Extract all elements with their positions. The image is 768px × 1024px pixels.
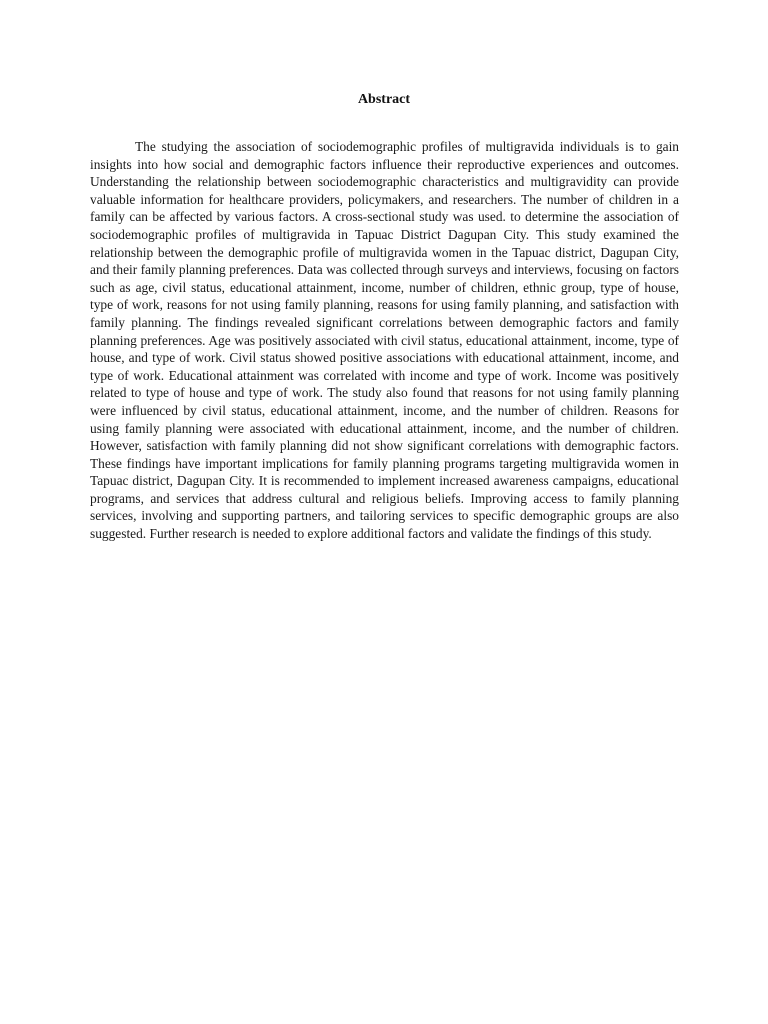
abstract-heading: Abstract — [357, 92, 411, 107]
abstract-paragraph: The studying the association of sociodemographic profiles of multigravida individuals is to gain insights into how social and demographic factors influence their reproductive experiences and outcomes. Understanding the relationship between sociodemographic characteristics and multigravidity can provide valuable information for healthcare providers, policymakers, and researchers. The number of children in a family can be affected by various factors. A cross-sectional study was used. to determine the association of sociodemographic profiles of multigravida in Tapuac District Dagupan City. This study examined the relationship between the demographic profile of multigravida women in the Tapuac district, Dagupan City, and their family planning preferences. Data was collected through surveys and interviews, focusing on factors such as age, civil status, educational attainment, income, number of children, ethnic group, type of house, type of work, reasons for not using family planning, reasons for using family planning, and satisfaction with family planning. The findings revealed significant correlations between demographic factors and family planning preferences. Age was positively associated with civil status, educational attainment, income, type of house, and type of work. Civil status showed positive associations with educational attainment, income, and type of work. Educational attainment was correlated with income and type of work. Income was positively related to type of house and type of work. The study also found that reasons for not using family planning were influenced by civil status, educational attainment, income, and the number of children. Reasons for using family planning were associated with educational attainment, income, and the number of children. However, satisfaction with family planning did not show significant correlations with demographic factors. These findings have important implications for family planning programs targeting multigravida women in Tapuac district, Dagupan City. It is recommended to implement increased awareness campaigns, educational programs, and services that address cultural and religious beliefs. Improving access to family planning services, involving and supporting partners, and tailoring services to specific demographic groups are also suggested. Further research is needed to explore additional factors and validate the findings of this study. — [90, 139, 679, 542]
